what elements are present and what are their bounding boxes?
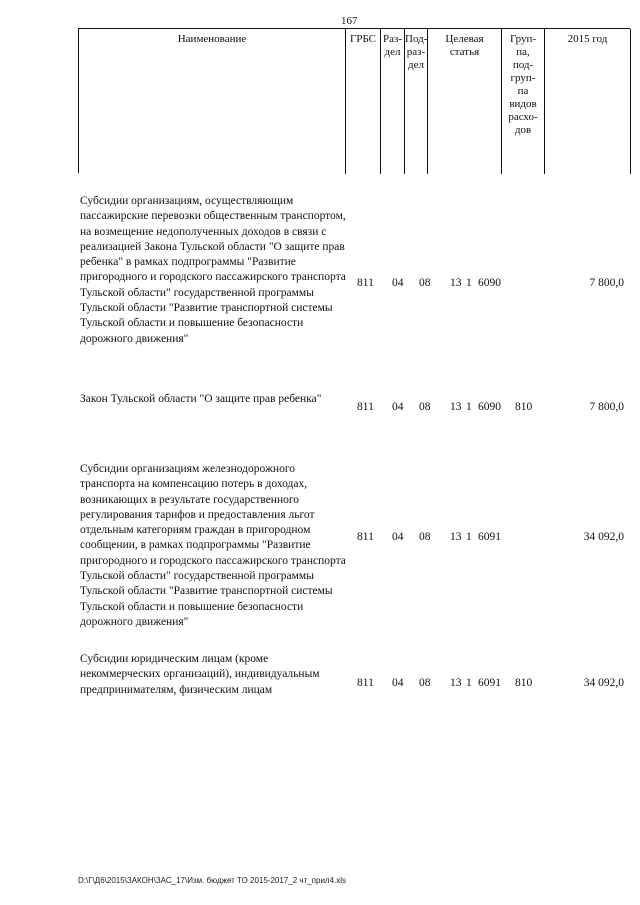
row-target-program: 13	[450, 277, 462, 289]
row-amount: 34 092,0	[583, 677, 624, 689]
header-razdel: Раз- дел	[381, 29, 405, 174]
row-podrazdel: 08	[419, 531, 431, 543]
row-razdel: 04	[392, 401, 404, 413]
row-target-direction: 6091	[478, 531, 501, 543]
row-target-program: 13	[450, 531, 462, 543]
row-target-direction: 6090	[478, 277, 501, 289]
header-year: 2015 год	[545, 29, 631, 174]
header-celevaya-statya: Целевая статья	[428, 29, 502, 174]
row-name: Субсидии организациям железнодорожного транспорта на компенсацию потерь в доходах, возникающих в результате государственного регулирования тарифов и предоставления льгот отдельным категориям граждан в пригородном сообщении, в рамках подпрограммы "Развитие пригородного и городского пассажирского транспорта Тульской области" государственной программы Тульской области "Развитие транспортной системы Тульской области и повышение безопасности дорожного движения"	[80, 463, 346, 628]
row-target-direction: 6091	[478, 677, 501, 689]
row-target-direction: 6090	[478, 401, 501, 413]
table-header	[78, 28, 630, 173]
file-path-footer: D:\Г\Д6\2015\ЗАКОН\ЗАС_17\Изм. бюджет ТО 2015-2017_2 чт_прил4.xls	[78, 876, 347, 885]
row-podrazdel: 08	[419, 401, 431, 413]
row-grbs: 811	[357, 401, 374, 413]
row-amount: 7 800,0	[589, 277, 624, 289]
row-grbs: 811	[357, 531, 374, 543]
header-name: Наименование	[79, 29, 346, 174]
row-podrazdel: 08	[419, 677, 431, 689]
header-gruppa-vidov-raskhodov: Груп- па, под- груп- па видов расхо- дов	[502, 29, 545, 174]
row-razdel: 04	[392, 677, 404, 689]
row-grbs: 811	[357, 677, 374, 689]
row-razdel: 04	[392, 531, 404, 543]
header-podrazdel: Под- раз- дел	[405, 29, 428, 174]
row-target-program: 13	[450, 677, 462, 689]
row-amount: 7 800,0	[589, 401, 624, 413]
row-name: Субсидии юридическим лицам (кроме некоммерческих организаций), индивидуальным предпринимателям, физическим лицам	[80, 653, 320, 696]
row-gruppa: 810	[515, 677, 533, 689]
row-name: Субсидии организациям, осуществляющим пассажирские перевозки общественным транспортом, на возмещение недополученных доходов в связи с реализацией Закона Тульской области "О защите прав ребенка" в рамках подпрограммы "Развитие пригородного и городского пассажирского транспорта Тульской области" государственной программы Тульской области "Развитие транспортной системы Тульской области и повышение безопасности дорожного движения"	[80, 195, 346, 345]
page-number: 167	[341, 15, 358, 27]
row-grbs: 811	[357, 277, 374, 289]
row-podrazdel: 08	[419, 277, 431, 289]
row-gruppa: 810	[515, 401, 533, 413]
row-target-subprogram: 1	[466, 401, 472, 413]
row-amount: 34 092,0	[583, 531, 624, 543]
row-name: Закон Тульской области "О защите прав ребенка"	[80, 393, 322, 405]
row-razdel: 04	[392, 277, 404, 289]
row-target-program: 13	[450, 401, 462, 413]
header-grbs: ГРБС	[346, 29, 381, 174]
row-target-subprogram: 1	[466, 277, 472, 289]
row-target-subprogram: 1	[466, 531, 472, 543]
row-target-subprogram: 1	[466, 677, 472, 689]
